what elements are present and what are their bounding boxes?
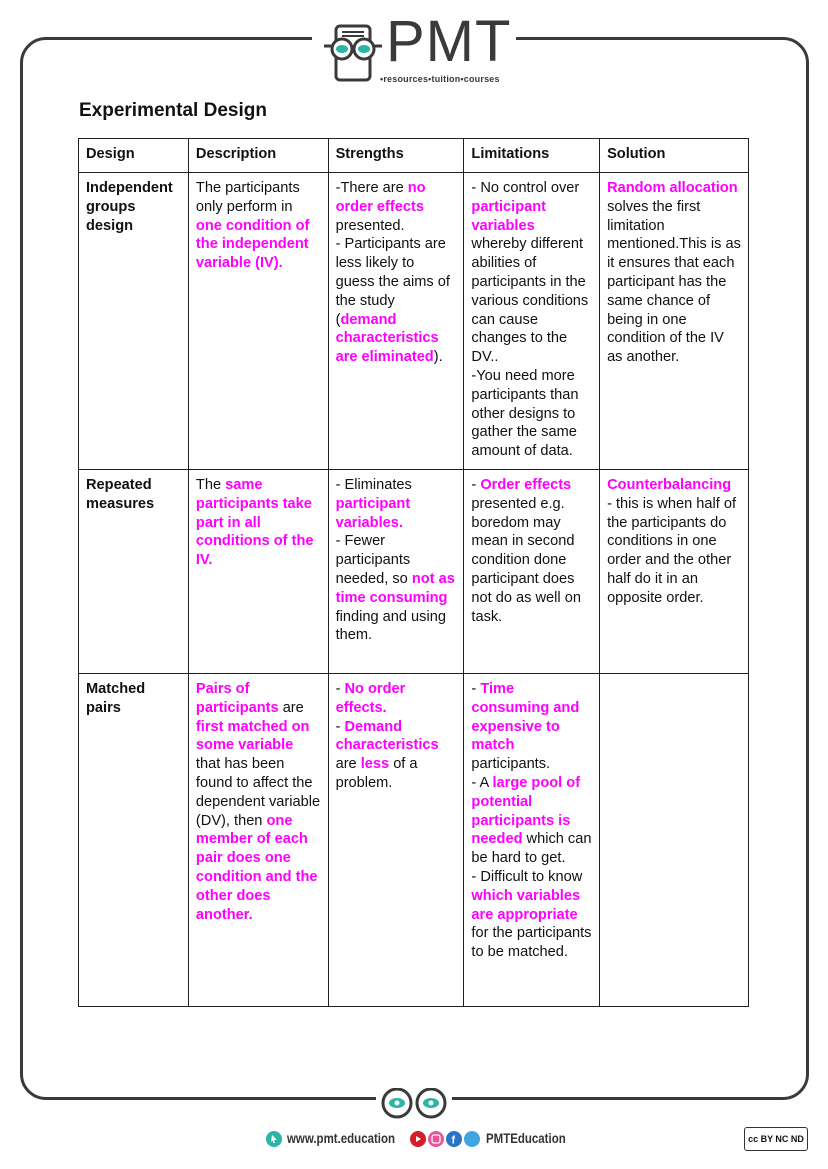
table-cell-strengths [328,173,464,470]
table-cell-design [79,469,189,673]
table-row [79,469,749,673]
cell-text: that has been found to affect the dependent variable (DV), then [195,756,321,829]
table-cell-strengths [328,673,464,1006]
table-cell-design [79,673,189,1006]
highlighted-text: large pool of potential participants is needed [471,774,581,848]
design-name: Matched pairs [86,680,146,716]
cell-text: for the participants to be matched. [471,925,592,961]
table-cell-limitations [464,673,600,1006]
highlighted-text: participant variables [471,198,547,234]
social-icons [410,1131,482,1147]
cell-text: - [335,680,345,697]
cell-text: which can be hard to get. - Difficult to know [471,831,592,885]
glasses-footer-icon [376,1088,452,1122]
highlighted-text: Time consuming and expensive to match [471,680,580,754]
cell-text: are [335,756,361,773]
cell-text: The [195,476,226,493]
experimental-design-table [78,138,749,1007]
table-cell-description [188,469,328,673]
highlighted-text: No order effects. [335,680,406,716]
column-header-solution: Solution [600,139,749,173]
highlighted-text: less [360,756,390,773]
cell-text: of a problem. [335,756,418,791]
page-title: Experimental Design [79,100,267,121]
table-cell-description [188,673,328,1006]
table-cell-limitations [464,173,600,470]
logo-text: PMT [386,9,512,74]
cell-text: - [471,476,481,493]
table-cell-solution [600,469,749,673]
design-name: Repeated measures [86,476,155,512]
cell-text: - this is when half of the participants do conditions in one order and the other half do it in an opposite order. [607,495,737,606]
instagram-icon [428,1131,444,1147]
highlighted-text: which variables are appropriate [471,887,581,923]
table-cell-limitations [464,469,600,673]
cell-text: ). [433,349,443,366]
creative-commons-license-badge: cc BY NC ND [744,1127,808,1151]
cell-text: presented. - Participants are less likely to guess the aims of the study ( [335,217,450,328]
table-cell-solution [600,173,749,470]
highlighted-text: Counterbalancing [607,476,732,493]
highlighted-text: Random allocation [607,180,738,196]
cell-text: whereby different abilities of participants in the various conditions can cause changes to the DV.. -You need more participants than other designs to gather the same amount of data. [471,236,589,460]
cell-text: participants. - A [471,756,551,791]
highlighted-text: one condition of the independent variable (IV). [195,217,310,272]
column-header-strengths: Strengths [328,139,464,173]
table-cell-description [188,173,328,470]
twitter-icon [464,1131,480,1147]
highlighted-text: first matched on some variable [195,718,310,754]
cell-text: - Fewer participants needed, so [335,533,411,587]
cell-text: solves the first limitation mentioned.This is as it ensures that each participant has the same chance of being in one condition of the IV as another. [607,198,741,366]
highlighted-text: one member of each pair does one condition and the other does another. [195,812,318,923]
highlighted-text: not as time consuming [335,570,455,606]
svg-text:f: f [451,1134,456,1147]
highlighted-text: demand characteristics are eliminated [335,311,439,366]
table-cell-design [79,173,189,470]
highlighted-text: Demand characteristics [335,718,439,754]
cell-text: are [278,699,304,716]
social-handle[interactable]: PMTEducation [486,1130,566,1146]
highlighted-text: no order effects [335,180,426,215]
table-row [79,173,749,470]
highlighted-text: Pairs of participants [195,680,279,716]
cell-text: -There are [335,180,408,196]
logo-tagline: •resources•tuition•courses [380,74,500,84]
cell-text: finding and using them. [335,608,446,644]
highlighted-text: same participants take part in all conditions of the IV. [195,476,314,569]
website-link[interactable]: www.pmt.education [287,1130,396,1146]
column-header-limitations: Limitations [464,139,600,173]
website-cursor-icon [266,1131,282,1147]
book-glasses-icon [322,22,384,84]
cell-text: - [335,718,341,735]
highlighted-text: participant variables. [335,495,411,531]
table-header-row [79,139,749,173]
table-cell-solution [600,673,749,1006]
cell-text: - [471,680,481,697]
design-name: Independent groups design [86,180,173,234]
column-header-description: Description [188,139,328,173]
table-cell-strengths [328,469,464,673]
cell-text: The participants only perform in [195,180,300,215]
highlighted-text: Order effects [480,476,572,493]
cell-text: - No control over [471,180,580,196]
cell-text: - Eliminates [335,476,412,493]
column-header-design: Design [79,139,189,173]
table-row [79,673,749,1006]
cell-text: presented e.g. boredom may mean in second condition done participant does not do as well on task. [471,495,581,625]
